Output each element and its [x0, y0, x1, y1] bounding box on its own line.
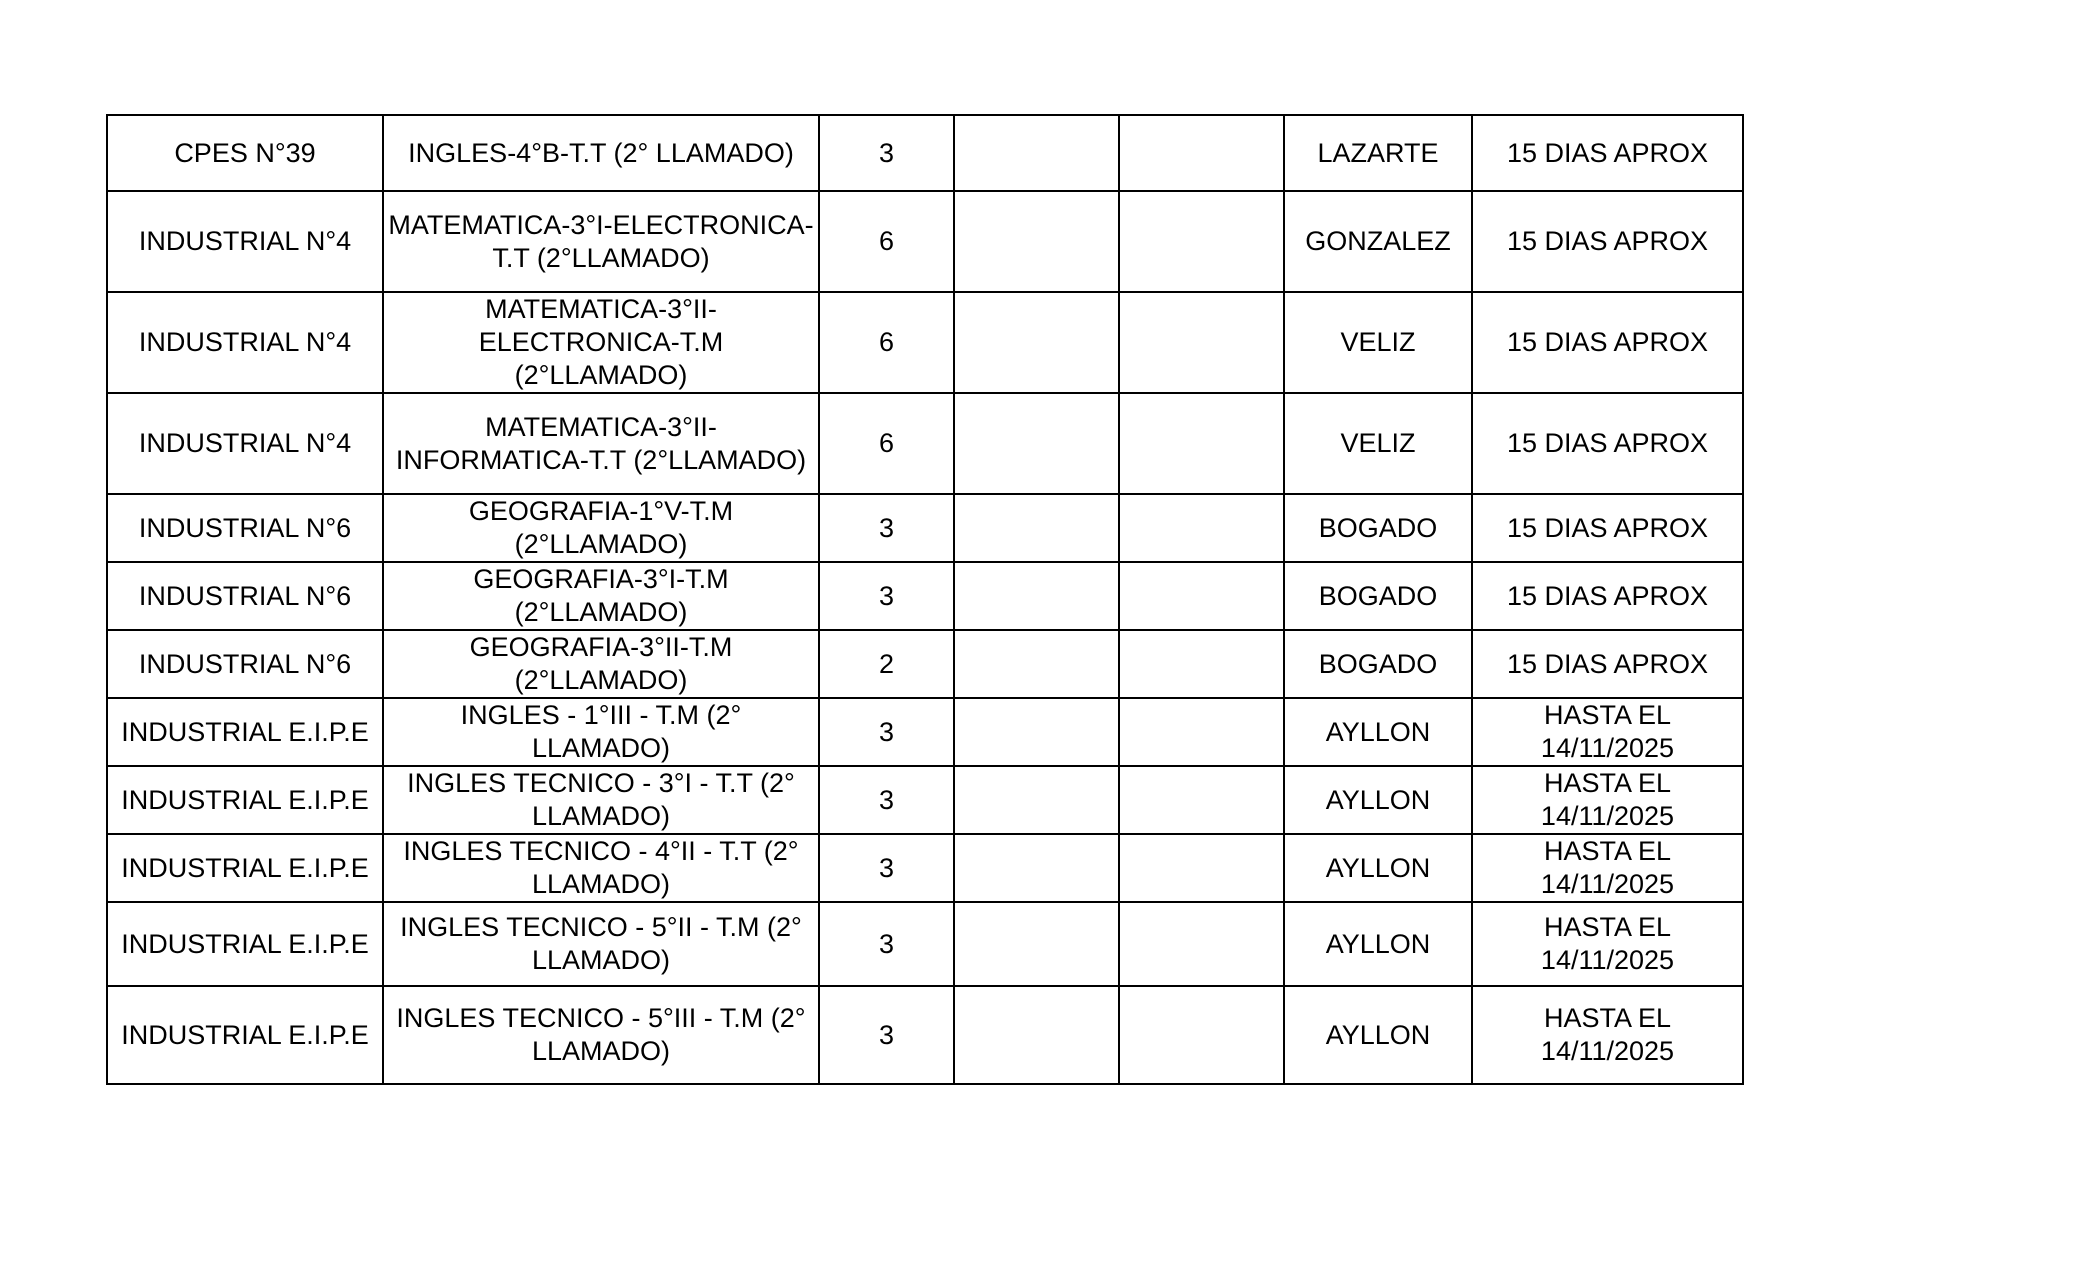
- teacher-cell: VELIZ: [1284, 393, 1472, 494]
- school-cell: INDUSTRIAL N°6: [107, 562, 383, 630]
- empty-cell: [954, 698, 1119, 766]
- subject-cell-line: MATEMATICA-3°II-: [485, 294, 717, 324]
- subject-cell-line: (2°LLAMADO): [514, 665, 688, 695]
- subject-cell-line: (2°LLAMADO): [514, 529, 688, 559]
- subject-cell-line: LLAMADO): [531, 801, 671, 831]
- teacher-cell: BOGADO: [1284, 630, 1472, 698]
- empty-cell: [954, 902, 1119, 986]
- empty-cell: [1119, 115, 1284, 191]
- school-cell: INDUSTRIAL E.I.P.E: [107, 766, 383, 834]
- teacher-cell: AYLLON: [1284, 834, 1472, 902]
- hours-cell: 3: [819, 562, 954, 630]
- deadline-cell-line: 15 DIAS APROX: [1506, 512, 1709, 543]
- deadline-cell: [1472, 834, 1743, 902]
- subject-cell-line: INGLES TECNICO - 3°I - T.T (2°: [407, 768, 795, 798]
- subject-cell: [383, 986, 819, 1084]
- school-cell: INDUSTRIAL N°4: [107, 292, 383, 393]
- hours-cell: 3: [819, 834, 954, 902]
- empty-cell: [1119, 766, 1284, 834]
- deadline-cell: [1472, 393, 1743, 494]
- empty-cell: [1119, 630, 1284, 698]
- empty-cell: [954, 115, 1119, 191]
- deadline-cell: [1472, 986, 1743, 1084]
- deadline-cell-line: HASTA EL: [1543, 836, 1672, 866]
- teacher-cell: GONZALEZ: [1284, 191, 1472, 292]
- hours-cell: 3: [819, 115, 954, 191]
- subject-cell: [383, 292, 819, 393]
- deadline-cell: [1472, 292, 1743, 393]
- empty-cell: [1119, 191, 1284, 292]
- deadline-cell: [1472, 698, 1743, 766]
- deadline-cell-line: 14/11/2025: [1540, 1036, 1675, 1066]
- subject-cell: [383, 562, 819, 630]
- subject-cell-line: GEOGRAFIA-1°V-T.M: [468, 496, 734, 526]
- subject-cell-line: GEOGRAFIA-3°I-T.M: [473, 564, 729, 594]
- table-row: [107, 902, 1743, 986]
- deadline-cell: [1472, 115, 1743, 191]
- empty-cell: [954, 986, 1119, 1084]
- empty-cell: [1119, 494, 1284, 562]
- hours-cell: 2: [819, 630, 954, 698]
- subject-cell-line: MATEMATICA-3°I-ELECTRONICA-: [388, 209, 814, 240]
- table-row: [107, 191, 1743, 292]
- hours-cell: 3: [819, 766, 954, 834]
- vacancy-table: [106, 114, 1744, 1085]
- empty-cell: [954, 393, 1119, 494]
- table-row: [107, 393, 1743, 494]
- school-cell: INDUSTRIAL E.I.P.E: [107, 902, 383, 986]
- subject-cell-line: (2°LLAMADO): [514, 597, 688, 627]
- table-row: [107, 494, 1743, 562]
- subject-cell-line: LLAMADO): [531, 1036, 671, 1066]
- subject-cell-line: INGLES TECNICO - 5°II - T.M (2°: [400, 912, 802, 942]
- teacher-cell: AYLLON: [1284, 902, 1472, 986]
- teacher-cell: BOGADO: [1284, 494, 1472, 562]
- empty-cell: [1119, 834, 1284, 902]
- subject-cell-line: GEOGRAFIA-3°II-T.M: [469, 632, 733, 662]
- hours-cell: 6: [819, 292, 954, 393]
- deadline-cell: [1472, 562, 1743, 630]
- empty-cell: [1119, 393, 1284, 494]
- empty-cell: [954, 630, 1119, 698]
- subject-cell-line: LLAMADO): [531, 869, 671, 899]
- hours-cell: 3: [819, 986, 954, 1084]
- subject-cell: [383, 393, 819, 494]
- empty-cell: [1119, 562, 1284, 630]
- deadline-cell-line: 15 DIAS APROX: [1506, 226, 1709, 256]
- deadline-cell: [1472, 494, 1743, 562]
- teacher-cell: AYLLON: [1284, 698, 1472, 766]
- deadline-cell-line: HASTA EL: [1543, 768, 1672, 798]
- teacher-cell: LAZARTE: [1284, 115, 1472, 191]
- table-row: [107, 766, 1743, 834]
- table-row: [107, 562, 1743, 630]
- empty-cell: [1119, 986, 1284, 1084]
- empty-cell: [954, 494, 1119, 562]
- subject-cell: [383, 698, 819, 766]
- deadline-cell-line: HASTA EL: [1543, 1003, 1672, 1033]
- subject-cell: [383, 630, 819, 698]
- empty-cell: [954, 834, 1119, 902]
- subject-cell: [383, 115, 819, 191]
- deadline-cell-line: HASTA EL: [1543, 700, 1672, 730]
- subject-cell-line: INGLES TECNICO - 4°II - T.T (2°: [403, 836, 799, 866]
- hours-cell: 6: [819, 191, 954, 292]
- empty-cell: [954, 191, 1119, 292]
- deadline-cell-line: 14/11/2025: [1540, 733, 1675, 763]
- school-cell: INDUSTRIAL N°4: [107, 393, 383, 494]
- deadline-cell-line: 15 DIAS APROX: [1506, 580, 1709, 611]
- table-row: [107, 115, 1743, 191]
- deadline-cell: [1472, 902, 1743, 986]
- table-row: [107, 986, 1743, 1084]
- subject-cell-line: (2°LLAMADO): [514, 360, 688, 390]
- subject-cell-line: INFORMATICA-T.T (2°LLAMADO): [395, 444, 807, 475]
- empty-cell: [954, 766, 1119, 834]
- subject-cell: [383, 834, 819, 902]
- school-cell: INDUSTRIAL N°6: [107, 630, 383, 698]
- school-cell: INDUSTRIAL N°4: [107, 191, 383, 292]
- subject-cell-line: T.T (2°LLAMADO): [492, 242, 710, 273]
- deadline-cell-line: 14/11/2025: [1540, 869, 1675, 899]
- empty-cell: [954, 562, 1119, 630]
- table-row: [107, 834, 1743, 902]
- deadline-cell-line: 15 DIAS APROX: [1506, 428, 1709, 458]
- empty-cell: [1119, 902, 1284, 986]
- deadline-cell-line: 15 DIAS APROX: [1506, 648, 1709, 679]
- deadline-cell-line: 15 DIAS APROX: [1506, 327, 1709, 357]
- teacher-cell: AYLLON: [1284, 986, 1472, 1084]
- table-row: [107, 292, 1743, 393]
- subject-cell-line: ELECTRONICA-T.M: [478, 327, 724, 357]
- school-cell: INDUSTRIAL E.I.P.E: [107, 834, 383, 902]
- deadline-cell-line: 14/11/2025: [1540, 801, 1675, 831]
- table-row: [107, 630, 1743, 698]
- subject-cell-line: INGLES - 1°III - T.M (2°: [460, 700, 742, 730]
- subject-cell: [383, 191, 819, 292]
- subject-cell-line: LLAMADO): [531, 945, 671, 975]
- subject-cell-line: LLAMADO): [531, 733, 671, 763]
- deadline-cell-line: 15 DIAS APROX: [1506, 137, 1709, 168]
- subject-cell-line: INGLES-4°B-T.T (2° LLAMADO): [408, 137, 794, 168]
- hours-cell: 3: [819, 902, 954, 986]
- teacher-cell: BOGADO: [1284, 562, 1472, 630]
- deadline-cell: [1472, 191, 1743, 292]
- subject-cell-line: INGLES TECNICO - 5°III - T.M (2°: [396, 1003, 806, 1033]
- school-cell: CPES N°39: [107, 115, 383, 191]
- deadline-cell-line: 14/11/2025: [1540, 945, 1675, 975]
- deadline-cell-line: HASTA EL: [1543, 912, 1672, 942]
- school-cell: INDUSTRIAL E.I.P.E: [107, 698, 383, 766]
- empty-cell: [1119, 292, 1284, 393]
- teacher-cell: AYLLON: [1284, 766, 1472, 834]
- subject-cell: [383, 494, 819, 562]
- hours-cell: 6: [819, 393, 954, 494]
- table-row: [107, 698, 1743, 766]
- subject-cell: [383, 902, 819, 986]
- school-cell: INDUSTRIAL N°6: [107, 494, 383, 562]
- deadline-cell: [1472, 766, 1743, 834]
- school-cell: INDUSTRIAL E.I.P.E: [107, 986, 383, 1084]
- subject-cell: [383, 766, 819, 834]
- deadline-cell: [1472, 630, 1743, 698]
- subject-cell-line: MATEMATICA-3°II-: [485, 411, 717, 442]
- hours-cell: 3: [819, 698, 954, 766]
- empty-cell: [954, 292, 1119, 393]
- teacher-cell: VELIZ: [1284, 292, 1472, 393]
- hours-cell: 3: [819, 494, 954, 562]
- empty-cell: [1119, 698, 1284, 766]
